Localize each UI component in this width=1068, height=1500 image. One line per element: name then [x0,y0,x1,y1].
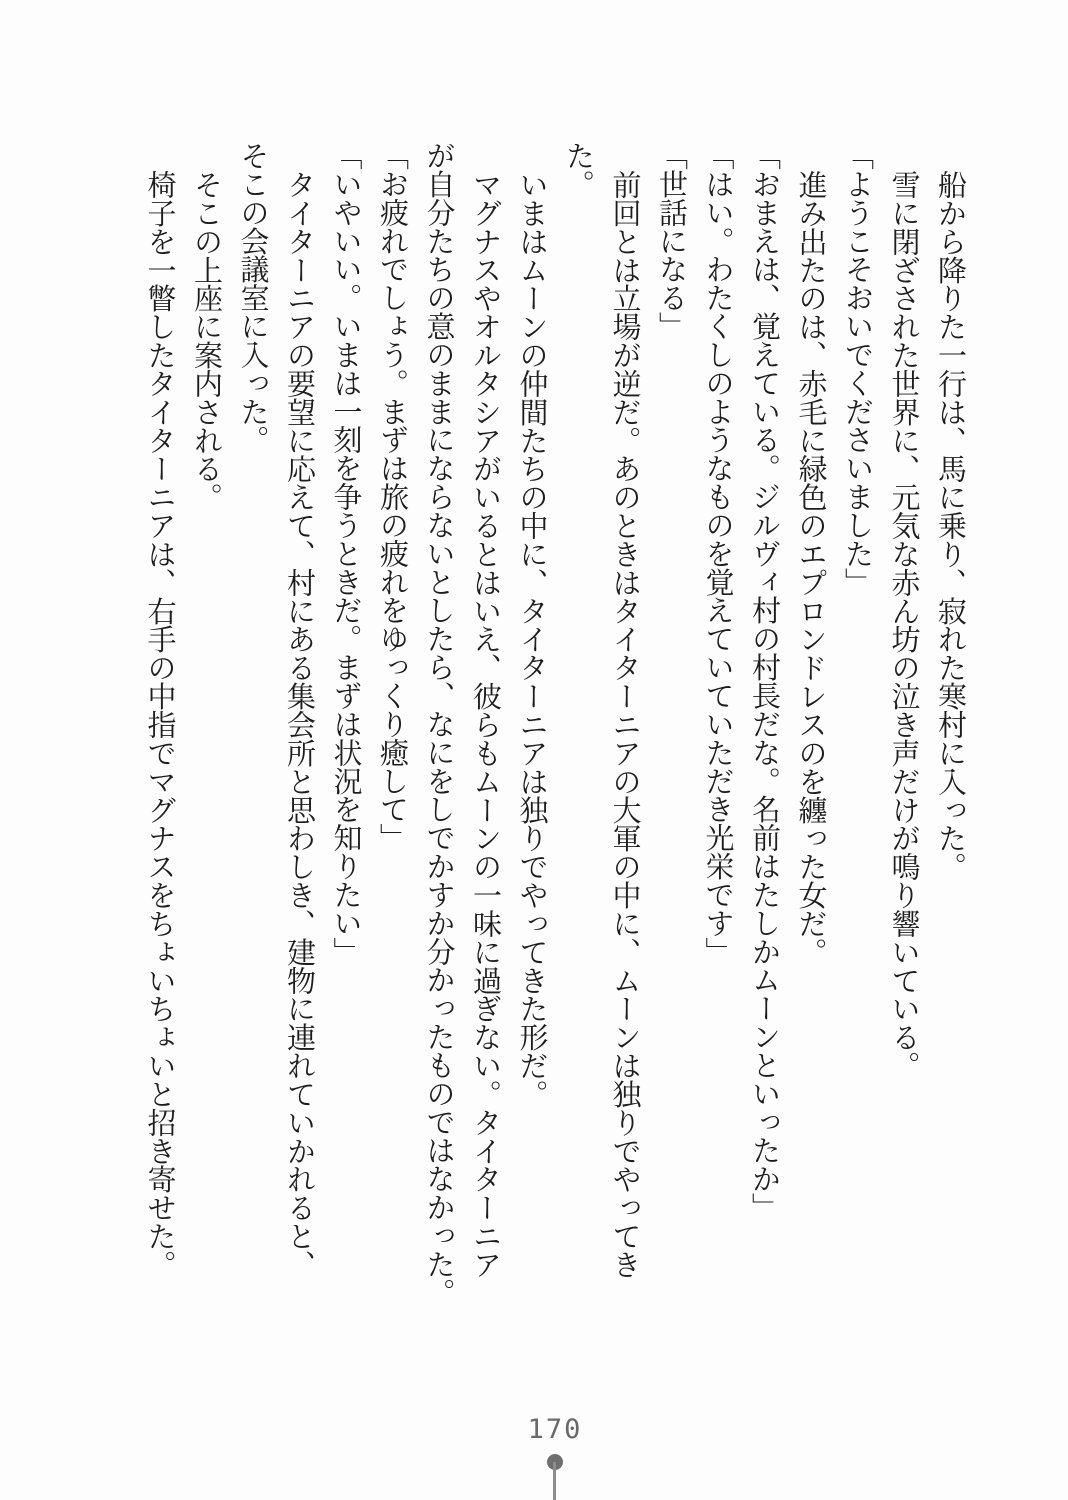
footer-stem-line [553,1462,556,1500]
text-column: いまはムーンの仲間たちの中に、タイターニアは独りでやってきた形だ。 [515,170,550,1108]
text-column: タイターニアの要望に応えて、村にある集会所と思わしき、建物に連れていかれると、 [283,170,317,1279]
text-column: 「世話になる」 [655,141,689,340]
page-number: 170 [527,1414,583,1445]
text-column: 「いやいい。いまは一刻を争うときだ。まずは状況を知りたい」 [329,141,364,966]
text-column: 椅子を一瞥したタイターニアは、右手の中指でマグナスをちょいちょいと招き寄せた。 [143,170,178,1279]
text-column: 「お疲れでしょう。まずは旅の疲れをゆっくり癒して」 [376,141,410,852]
text-column: 進み出たのは、赤毛に緑色のエプロンドレスのを纏った女だ。 [794,170,829,966]
text-column: 雪に閉ざされた世界に、元気な赤ん坊の泣き声だけが鳴り響いている。 [887,170,922,1080]
text-column: そこの会議室に入った。 [236,141,271,454]
text-column: マグナスやオルタシアがいるとはいえ、彼らもムーンの一味に過ぎない。タイターニア [469,170,503,1279]
text-column: 前回とは立場が逆だ。あのときはタイターニアの大軍の中に、ムーンは独りでやってき [608,170,643,1279]
text-column: 「はい。わたくしのようなものを覚えていていただき光栄です」 [701,141,736,966]
text-column: 船から降りた一行は、馬に乗り、寂れた寒村に入った。 [934,170,968,881]
text-column: 「ようこそおいでくださいました」 [841,141,875,596]
text-column: そこの上座に案内される。 [190,170,224,512]
text-column: 「おまえは、覚えている。ジルヴィ村の村長だな。名前はたしかムーンといったか」 [748,141,782,1221]
text-column: た。 [562,141,596,198]
text-block [137,141,974,1371]
text-column: が自分たちの意のままにならないとしたら、なにをしでかすか分かったものではなかった。 [422,141,457,1307]
